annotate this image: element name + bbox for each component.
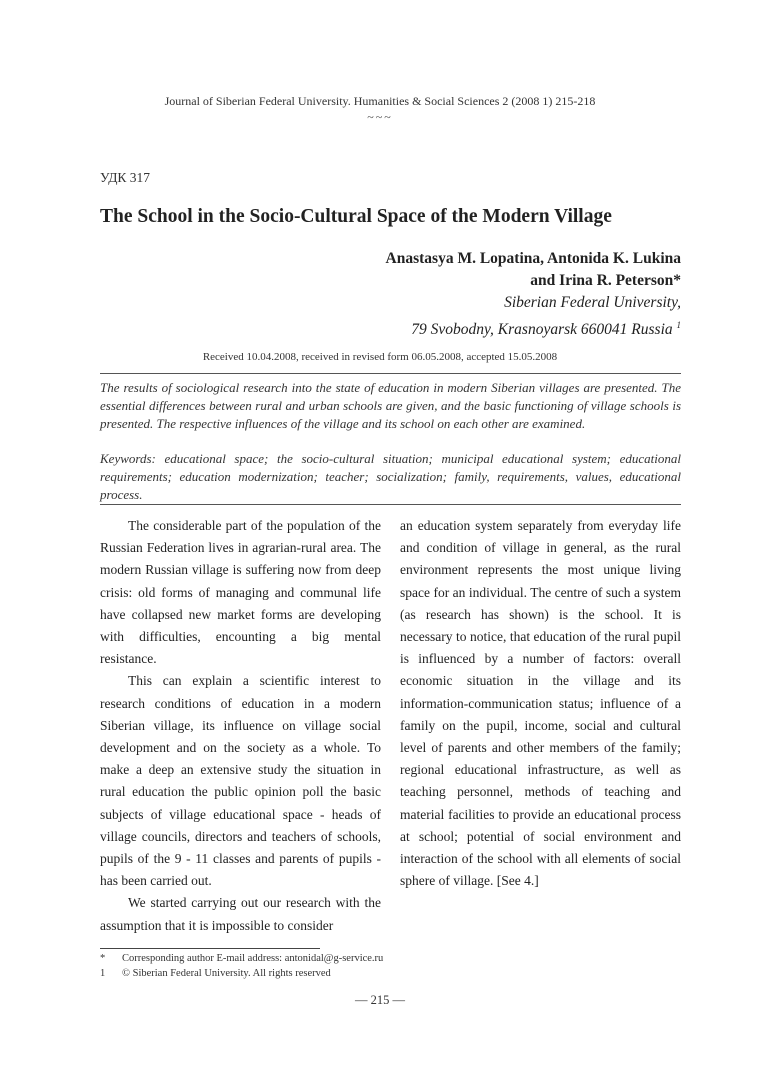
udk-code: УДК 317 [100,170,151,185]
affiliation-address: 79 Svobodny, Krasnoyarsk 660041 Russia [411,321,673,339]
footnote-mark: 1 [100,968,106,979]
footnote [100,968,331,979]
paragraph: This can explain a scientific interest to research conditions of education in a modern Siberian village, its influence on village social development and on the society as a whole. To make a deep an extensive study the situation in rural education the public opinion poll the basic subjects of village educational space - heads of village councils, directors and teachers of schools, pupils of the 9 - 11 classes and parents of pupils - has been carried out. [100,673,381,889]
footnote-rule [100,948,320,949]
affiliation-line-1: Siberian Federal University, [504,294,681,311]
footnote-text: Corresponding author E-mail address: antonidal@g-service.ru [122,953,384,964]
header-ornament: ~~~ [367,110,393,124]
authors-line-1: Anastasya M. Lopatina, Antonida K. Lukina [385,250,681,267]
keywords: Keywords: educational space; the socio-cultural situation; municipal educational system; educational requirements; education modernization; teacher; socialization; family, requirements, values, educational process. [100,451,681,502]
abstract-bottom-rule [100,504,681,505]
affiliation-footnote-mark: 1 [676,320,681,330]
paragraph: We started carrying out our research with the assumption that it is impossible to consider [100,895,381,933]
received-dates: Received 10.04.2008, received in revised form 06.05.2008, accepted 15.05.2008 [202,351,558,363]
author-block [386,248,681,341]
journal-header: Journal of Siberian Federal University. Humanities & Social Sciences 2 (2008 1) 215-218 [164,94,596,108]
abstract-top-rule [100,373,681,374]
body-column-left [100,515,381,937]
affiliation-line-2 [386,314,681,341]
paragraph: The considerable part of the population of the Russian Federation lives in agrarian-rural area. The modern Russian village is suffering now from deep crisis: old forms of managing and communal life have collapsed new market forms are developing with difficulties, encounting a big mental resistance. [100,518,381,667]
authors-line-2: and Irina R. Peterson* [530,272,681,289]
page-number: — 215 — [355,993,405,1007]
footnote-mark: * [100,953,106,964]
body-column-right [400,515,681,892]
article-title: The School in the Socio-Cultural Space of the Modern Village [100,206,612,227]
paragraph: an education system separately from everyday life and condition of village in general, as the rural environment represents the most unique living space for an individual. The centre of such a system (as research has shown) is the school. It is necessary to notice, that education of the rural pupil is influenced by a number of factors: overall economic situation in the village and its information-communication status; influence of a family on the pupil, income, social and cultural level of parents and other members of the family; regional educational infrastructure, as well as teaching personnel, methods of teaching and material facilities to provide an educational process at school; potential of social environment and interaction of the school with all elements of social sphere of village. [See 4.] [400,518,681,889]
footnote-text: © Siberian Federal University. All rights reserved [122,968,331,979]
abstract: The results of sociological research into the state of education in modern Siberian villages are presented. The essential differences between rural and urban schools are given, and the basic functioning of village schools is presented. The respective influences of the village and its school on each other are examined. [100,380,681,431]
footnote [100,953,383,964]
